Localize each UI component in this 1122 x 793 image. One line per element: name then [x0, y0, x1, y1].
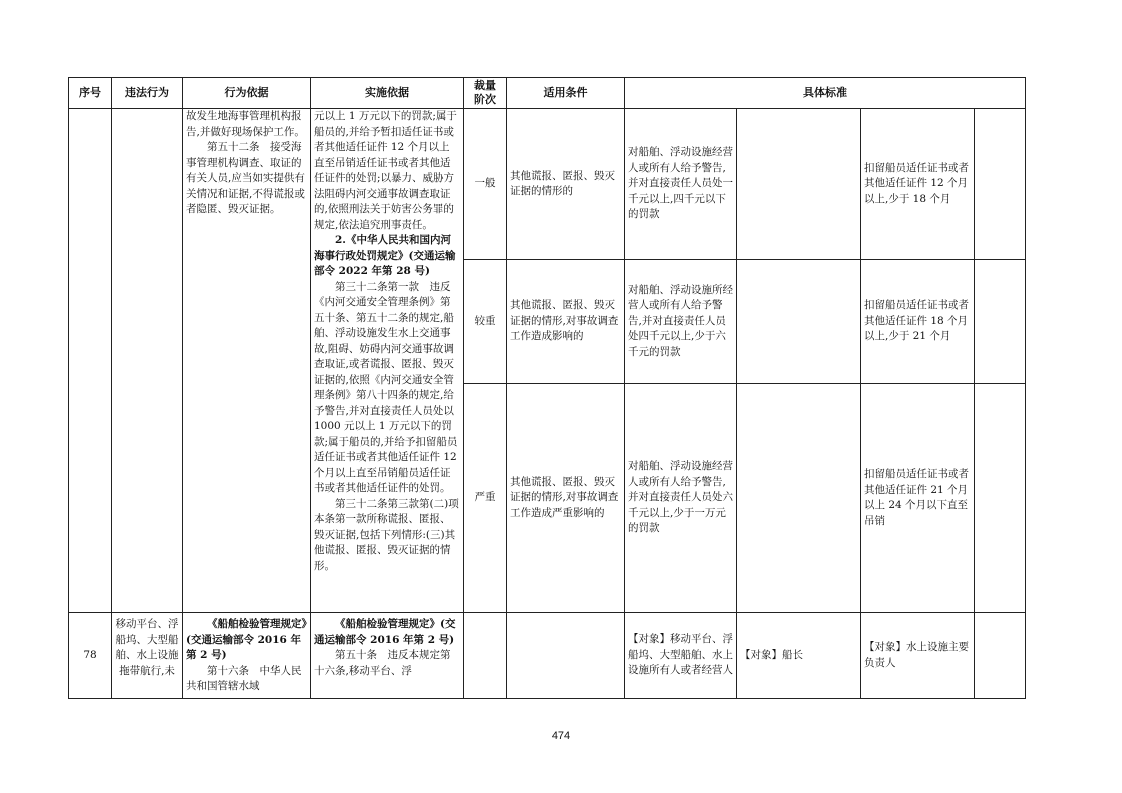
- violation-cell: [112, 109, 183, 613]
- header-violation: 违法行为: [112, 78, 183, 109]
- impl-text-2: 第三十二条第一款 违反《内河交通安全管理条例》第五十条、第五十二条的规定,船舶、浮动设施发生水上交通事故,阻碍、妨碍内河交通事故调查取证,或者谎报、匿报、毁灭证据的,依照《内河交通安全管理条例》第八十四条的规定,给予警告,并对直接责任人员处以 1000 元以上 1 万元以下的罚款;属于船员的,并给予扣留船员适任证书或者其他适任证件 12 个月以上直至吊销船员适任证书或者其他适任证件的处罚。: [314, 280, 458, 494]
- basis-cell: [183, 109, 311, 613]
- basis-cell: [183, 613, 311, 699]
- standard-cell-d: [975, 613, 1026, 699]
- basis-title: 《船舶检验管理规定》(交通运输部令 2016 年第 2 号): [186, 618, 307, 661]
- penalty-standard-table: [68, 77, 1026, 699]
- basis-text: 第十六条 中华人民共和国管辖水域: [186, 664, 302, 692]
- violation-cell: 移动平台、浮船坞、大型船舶、水上设施拖带航行,未: [112, 613, 183, 699]
- level-cell: [464, 613, 507, 699]
- seq-cell: [69, 109, 112, 613]
- standard-cell-d: [975, 109, 1026, 260]
- seq-cell: 78: [69, 613, 112, 699]
- standard-cell-a: 【对象】移动平台、浮船坞、大型船舶、水上设施所有人或者经营人: [625, 613, 737, 699]
- implementation-basis-cell: [311, 109, 470, 613]
- level-cell: 一般: [464, 109, 507, 260]
- standard-cell-d: [975, 260, 1026, 384]
- header-applicable-condition: 适用条件: [507, 78, 625, 109]
- standard-cell-c: 扣留船员适任证书或者其他适任证件 12 个月以上,少于 18 个月: [861, 109, 975, 260]
- header-specific-standard: 具体标准: [625, 78, 1026, 109]
- standard-cell-b: [737, 384, 861, 613]
- condition-cell: 其他谎报、匿报、毁灭证据的情形,对事故调查工作造成严重影响的: [507, 384, 625, 613]
- impl-text: 第五十条 违反本规定第十六条,移动平台、浮: [314, 649, 451, 677]
- table-header-row: [69, 78, 1026, 109]
- standard-cell-d: [975, 384, 1026, 613]
- level-cell: 严重: [464, 384, 507, 613]
- standard-cell-a: 对船舶、浮动设施所经营人或所有人给予警告,并对直接责任人员处四千元以上,少于六千元的罚款: [625, 260, 737, 384]
- condition-cell: 其他谎报、匿报、毁灭证据的情形的: [507, 109, 625, 260]
- condition-cell: [507, 613, 625, 699]
- level-cell: 较重: [464, 260, 507, 384]
- table-row: [69, 613, 1026, 699]
- condition-cell: 其他谎报、匿报、毁灭证据的情形,对事故调查工作造成影响的: [507, 260, 625, 384]
- standard-cell-c: 【对象】水上设施主要负责人: [861, 613, 975, 699]
- standard-cell-c: 扣留船员适任证书或者其他适任证件 18 个月以上,少于 21 个月: [861, 260, 975, 384]
- standard-cell-a: 对船舶、浮动设施经营人或所有人给予警告,并对直接责任人员处一千元以上,四千元以下的罚款: [625, 109, 737, 260]
- page-number: 474: [551, 730, 571, 742]
- basis-paragraph: 故发生地海事管理机构报告,并做好现场保护工作。: [186, 110, 305, 138]
- impl-text-3: 第三十二条第三款第(二)项 本条第一款所称谎报、匿报、毁灭证据,包括下列情形:(三)其他谎报、匿报、毁灭证据的情形。: [314, 497, 470, 572]
- header-implementation-basis: 实施依据: [311, 78, 464, 109]
- table-row: [69, 109, 1026, 260]
- standard-cell-b: [737, 260, 861, 384]
- basis-paragraph: 第五十二条 接受海事管理机构调查、取证的有关人员,应当如实提供有关情况和证据,不得谎报或者隐匿、毁灭证据。: [186, 141, 305, 215]
- standard-cell-a: 对船舶、浮动设施经营人或所有人给予警告,并对直接责任人员处六千元以上,少于一万元的罚款: [625, 384, 737, 613]
- standard-cell-b: [737, 109, 861, 260]
- header-discretion-level: 裁量 阶次: [464, 78, 507, 109]
- standard-cell-c: 扣留船员适任证书或者其他适任证件 21 个月以上 24 个月以下直至吊销: [861, 384, 975, 613]
- standard-cell-b: 【对象】船长: [737, 613, 861, 699]
- impl-title-2: 2.《中华人民共和国内河海事行政处罚规定》(交通运输部令 2022 年第 28 号): [314, 234, 456, 277]
- header-basis: 行为依据: [183, 78, 311, 109]
- impl-title: 《船舶检验管理规定》(交通运输部令 2016 年第 2 号): [314, 618, 456, 646]
- impl-text-1: 元以上 1 万元以下的罚款;属于船员的,并给予暂扣适任证书或者其他适任证件 12 个月以上直至吊销适任证书或者其他适任证件的处罚;以暴力、威胁方法阻碍内河交通事故调查取证的,依照刑法关于妨害公务罪的规定,依法追究刑事责任。: [314, 110, 457, 231]
- implementation-basis-cell: [311, 613, 464, 699]
- header-seq: 序号: [69, 78, 112, 109]
